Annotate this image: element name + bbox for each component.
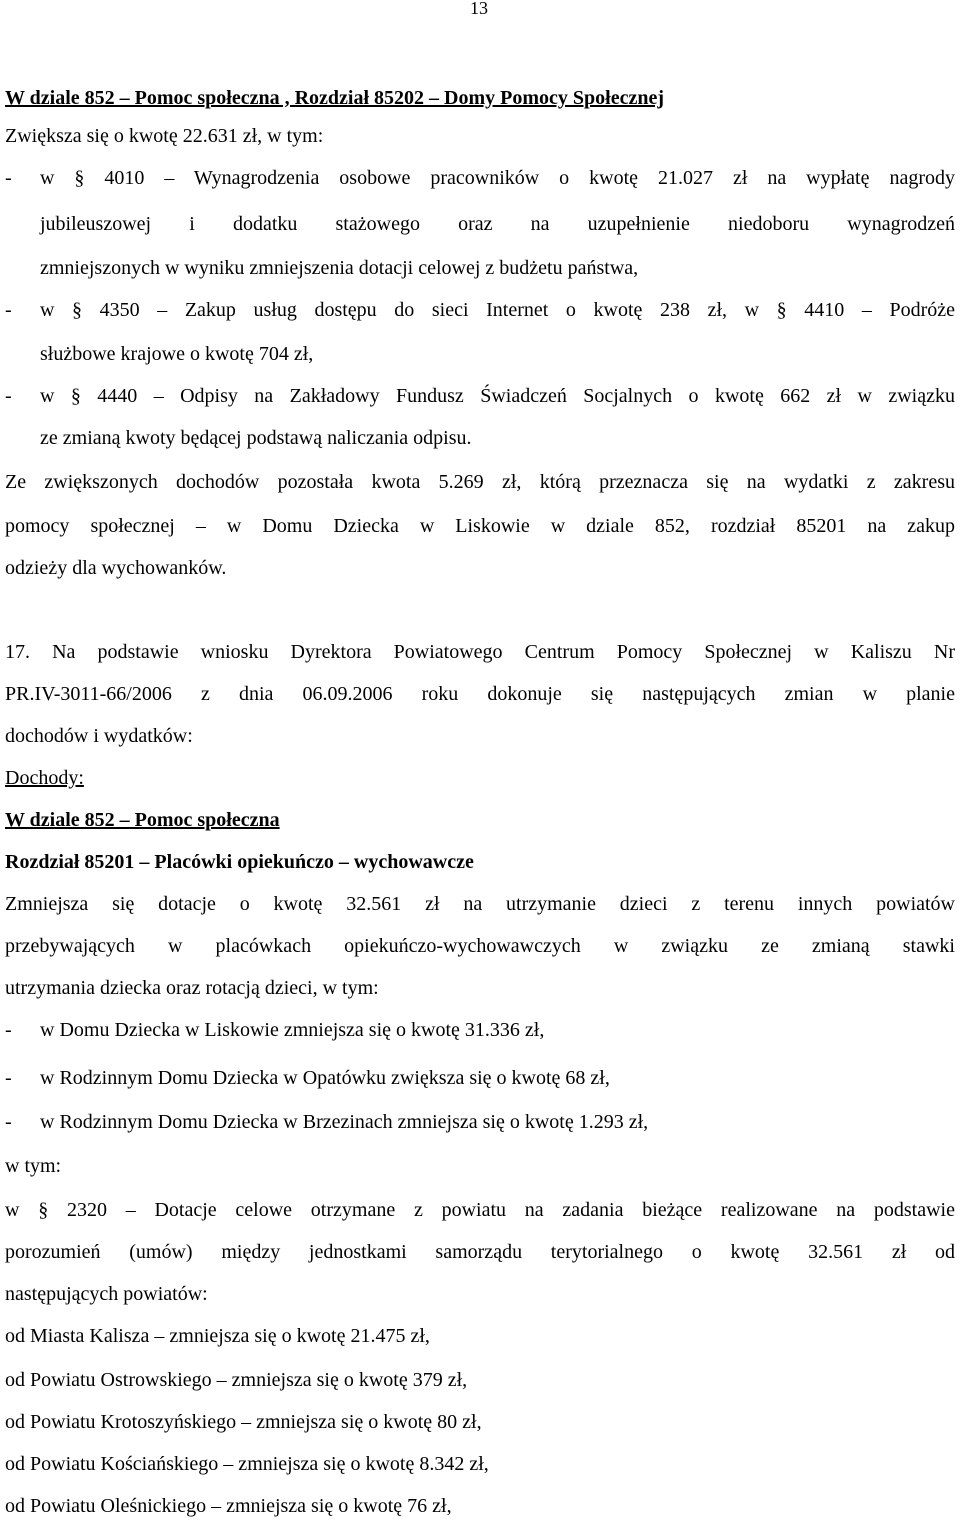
text-line-point-17-l2: PR.IV-3011-66/2006 z dnia 06.09.2006 roku dokonuje się następujących zmian w planie [5, 683, 955, 705]
text-line-from-kalisz: od Miasta Kalisza – zmniejsza się o kwotę 21.475 zł, [5, 1325, 430, 1347]
text-line-decrease-l2: przebywających w placówkach opiekuńczo-wychowawczych w związku ze zmianą stawki [5, 935, 955, 957]
text-line-dash-2: - [5, 299, 12, 321]
page-number: 13 [470, 0, 488, 18]
text-line-point-17-l3: dochodów i wydatków: [5, 725, 193, 747]
text-line-item-4440-l1: w § 4440 – Odpisy na Zakładowy Fundusz Świadczeń Socjalnych o kwotę 662 zł w związku [40, 385, 955, 407]
text-line-point-17-l1: 17. Na podstawie wniosku Dyrektora Powiatowego Centrum Pomocy Społecznej w Kaliszu Nr [5, 641, 955, 663]
text-line-from-ostrow: od Powiatu Ostrowskiego – zmniejsza się o kwotę 379 zł, [5, 1369, 468, 1391]
text-line-decrease-l1: Zmniejsza się dotacje o kwotę 32.561 zł na utrzymanie dzieci z terenu innych powiatów [5, 893, 955, 915]
text-line-dash-6: - [5, 1111, 12, 1133]
text-line-dash-5: - [5, 1067, 12, 1089]
text-line-item-4350-l1: w § 4350 – Zakup usług dostępu do sieci Internet o kwotę 238 zł, w § 4410 – Podróże [40, 299, 955, 321]
text-line-item-2320-l1: w § 2320 – Dotacje celowe otrzymane z powiatu na zadania bieżące realizowane na podstawie [5, 1199, 955, 1221]
text-line-dash-4: - [5, 1019, 12, 1041]
text-line-increase-intro: Zwiększa się o kwotę 22.631 zł, w tym: [5, 125, 324, 147]
text-line-item-4010-l2: jubileuszowej i dodatku stażowego oraz na uzupełnienie niedoboru wynagrodzeń [40, 213, 955, 235]
text-line-from-koscian: od Powiatu Kościańskiego – zmniejsza się o kwotę 8.342 zł, [5, 1453, 489, 1475]
text-line-w-tym: w tym: [5, 1155, 62, 1177]
text-line-decrease-l3: utrzymania dziecka oraz rotacją dzieci, w tym: [5, 977, 379, 999]
text-line-item-liskow: w Domu Dziecka w Liskowie zmniejsza się o kwotę 31.336 zł, [40, 1019, 545, 1041]
text-line-from-olesnica: od Powiatu Oleśnickiego – zmniejsza się o kwotę 76 zł, [5, 1495, 452, 1517]
text-line-item-4440-l2: ze zmianą kwoty będącej podstawą naliczania odpisu. [40, 427, 472, 449]
text-line-remaining-l1: Ze zwiększonych dochodów pozostała kwota 5.269 zł, którą przeznacza się na wydatki z zakresu [5, 471, 955, 493]
text-line-item-opatowek: w Rodzinnym Domu Dziecka w Opatówku zwiększa się o kwotę 68 zł, [40, 1067, 610, 1089]
text-line-item-4350-l2: służbowe krajowe o kwotę 704 zł, [40, 343, 314, 365]
text-line-item-2320-l2: porozumień (umów) między jednostkami samorządu terytorialnego o kwotę 32.561 zł od [5, 1241, 955, 1263]
text-line-remaining-l3: odzieży dla wychowanków. [5, 557, 227, 579]
text-line-item-2320-l3: następujących powiatów: [5, 1283, 208, 1305]
text-line-dash-1: - [5, 167, 12, 189]
text-line-remaining-l2: pomocy społecznej – w Domu Dziecka w Liskowie w dziale 852, rozdział 85201 na zakup [5, 515, 955, 537]
text-line-heading-852: W dziale 852 – Pomoc społeczna [5, 809, 280, 831]
text-line-item-4010-l1: w § 4010 – Wynagrodzenia osobowe pracowników o kwotę 21.027 zł na wypłatę nagrody [40, 167, 955, 189]
text-line-dash-3: - [5, 385, 12, 407]
text-line-heading-852-85202: W dziale 852 – Pomoc społeczna , Rozdział 85202 – Domy Pomocy Społecznej [5, 87, 664, 109]
text-line-from-krotoszyn: od Powiatu Krotoszyńskiego – zmniejsza się o kwotę 80 zł, [5, 1411, 482, 1433]
text-line-heading-dochody: Dochody: [5, 767, 84, 789]
text-line-item-brzeziny: w Rodzinnym Domu Dziecka w Brzezinach zmniejsza się o kwotę 1.293 zł, [40, 1111, 649, 1133]
text-line-heading-85201: Rozdział 85201 – Placówki opiekuńczo – wychowawcze [5, 851, 474, 873]
text-line-item-4010-l3: zmniejszonych w wyniku zmniejszenia dotacji celowej z budżetu państwa, [40, 257, 639, 279]
